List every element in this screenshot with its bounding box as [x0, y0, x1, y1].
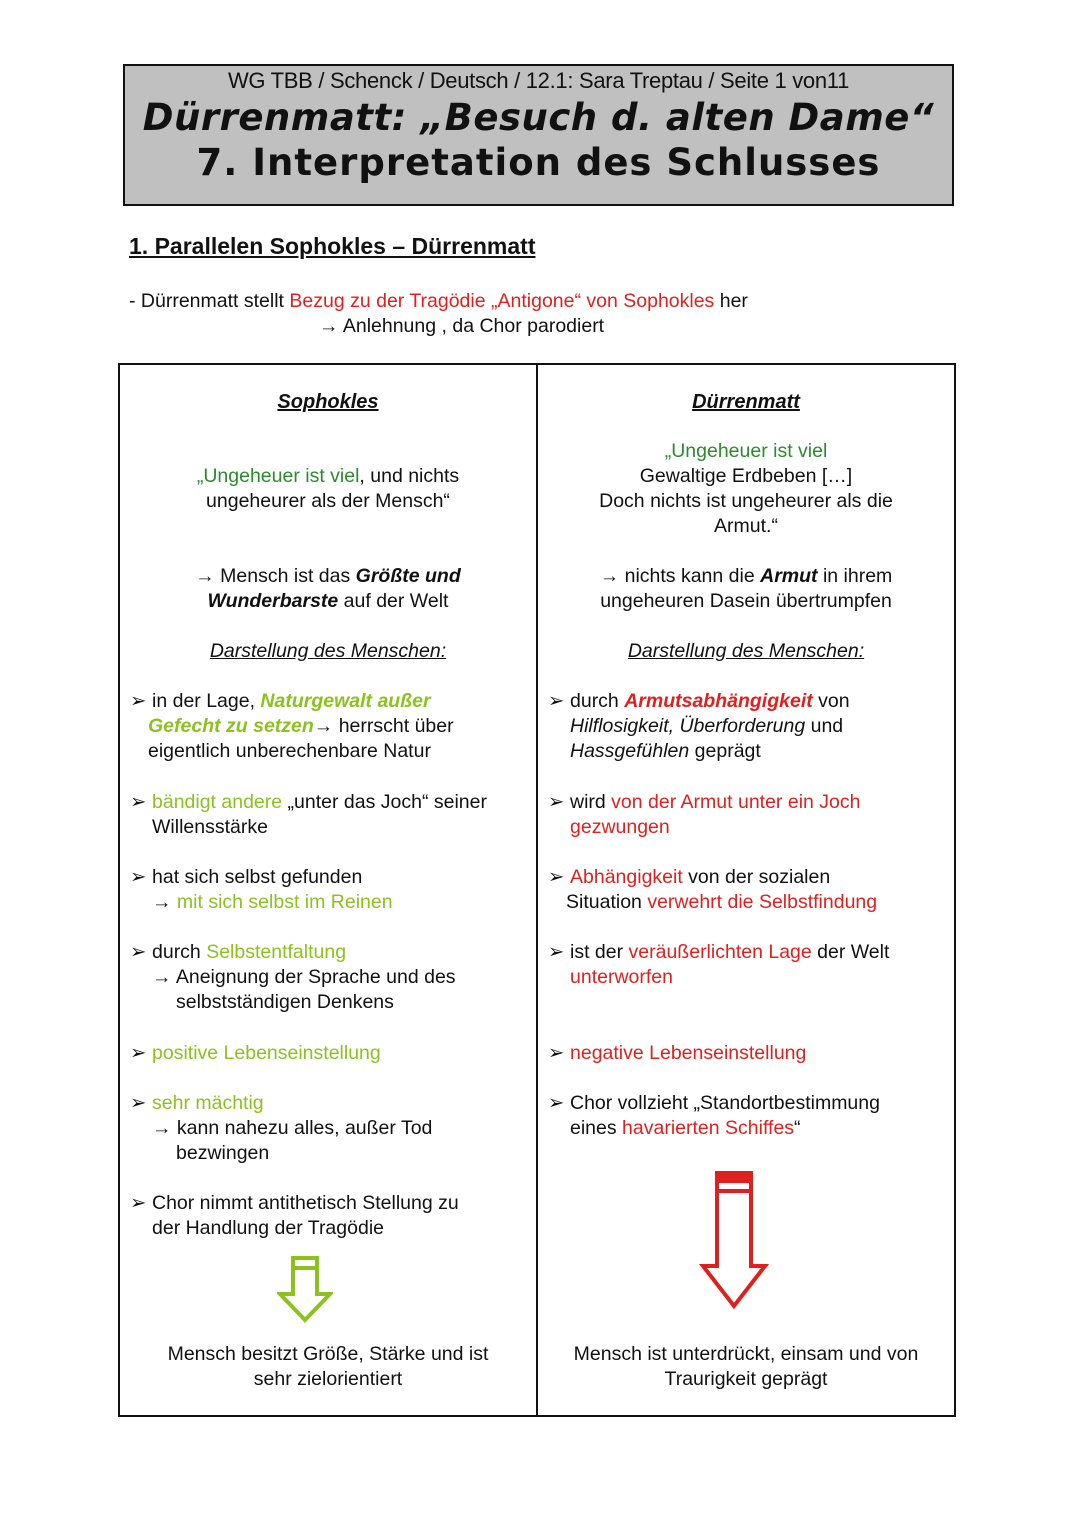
bullet-arrow-icon: ➢: [548, 1092, 565, 1114]
bullet-arrow-icon: ➢: [130, 1192, 147, 1214]
bullet-item: [130, 1191, 530, 1241]
column-duerrenmatt: [538, 363, 954, 1417]
bullet-text: Chor vollzieht „Standortbestimmung: [570, 1092, 880, 1114]
subheading-text: Darstellung des Menschen:: [209, 640, 447, 662]
result-sophokles: [120, 1342, 536, 1392]
bullet-text: →: [152, 891, 177, 913]
bullet-text: Willensstärke: [152, 816, 268, 838]
conclusion-part: auf der Welt: [338, 590, 449, 612]
bullet-highlight: positive Lebenseinstellung: [152, 1042, 381, 1064]
bullet-highlight: sehr mächtig: [152, 1092, 264, 1114]
bullet-item: [130, 865, 530, 915]
bullet-highlight: Selbstentfaltung: [206, 941, 347, 963]
bullet-text: bezwingen: [176, 1142, 270, 1164]
bullet-highlight: von der Armut unter ein Joch: [611, 791, 861, 813]
conclusion-part: in ihrem: [817, 565, 893, 587]
intro-text: [129, 289, 748, 339]
conclusion-part: Armut: [760, 565, 818, 587]
result-text: Mensch besitzt Größe, Stärke und ist: [167, 1343, 489, 1365]
quote-sophokles: [120, 464, 536, 514]
bullet-item: [548, 865, 948, 915]
conclusion-part: Größte und: [355, 565, 461, 587]
bullet-text: durch: [152, 941, 207, 963]
bullet-arrow-icon: ➢: [130, 791, 147, 813]
bullet-text: Hassgefühlen: [570, 740, 690, 762]
quote-part: Armut.“: [714, 515, 778, 537]
bullet-text: von: [812, 690, 850, 712]
conclusion-part: → nichts kann die: [599, 565, 761, 587]
bullet-highlight: gezwungen: [570, 816, 670, 838]
bullet-text: geprägt: [689, 740, 761, 762]
column-heading-duerrenmatt: Dürrenmatt: [692, 391, 800, 413]
quote-part: „Ungeheuer ist viel: [196, 465, 360, 487]
bullet-highlight: Armutsabhängigkeit: [624, 690, 813, 712]
bullet-arrow-icon: ➢: [130, 1042, 147, 1064]
document-title: Dürrenmatt: „Besuch d. alten Dame“: [142, 96, 935, 139]
conclusion-sophokles: [120, 564, 536, 614]
bullet-arrow-icon: ➢: [130, 941, 147, 963]
quote-part: ungeheurer als der Mensch“: [206, 490, 450, 512]
subheading-text: Darstellung des Menschen:: [627, 640, 865, 662]
bullet-text: „unter das Joch“ seiner: [282, 791, 487, 813]
bullet-text: selbstständigen Denkens: [176, 991, 394, 1013]
bullet-item: [130, 940, 530, 1015]
bullet-arrow-icon: ➢: [548, 690, 565, 712]
conclusion-part: → Mensch ist das: [195, 565, 356, 587]
bullet-text: in der Lage,: [152, 690, 261, 712]
bullet-text: und: [805, 715, 844, 737]
bullet-highlight: bändigt andere: [152, 791, 283, 813]
bullet-text: → herrscht über: [313, 715, 454, 737]
result-text: Traurigkeit geprägt: [664, 1368, 828, 1390]
result-text: Mensch ist unterdrückt, einsam und von: [573, 1343, 919, 1365]
bullet-arrow-icon: ➢: [130, 866, 147, 888]
bullet-item: [130, 689, 530, 764]
column-heading-sophokles: Sophokles: [277, 391, 379, 413]
bullet-highlight: Naturgewalt außer: [260, 690, 431, 712]
intro-highlight: Bezug zu der Tragödie „Antigone“ von Sophokles: [289, 290, 715, 312]
bullet-text: von der sozialen: [682, 866, 831, 888]
bullet-arrow-icon: ➢: [548, 791, 565, 813]
quote-part: Gewaltige Erdbeben […]: [639, 465, 853, 487]
quote-part: „Ungeheuer ist viel: [664, 440, 828, 462]
bullet-text: hat sich selbst gefunden: [152, 866, 363, 888]
document-subtitle: 7. Interpretation des Schlusses: [196, 141, 881, 184]
bullet-text: wird: [570, 791, 612, 813]
quote-part: Doch nichts ist ungeheurer als die: [599, 490, 893, 512]
bullet-text: durch: [570, 690, 625, 712]
bullet-text: “: [794, 1117, 801, 1139]
bullet-arrow-icon: ➢: [130, 1092, 147, 1114]
bullet-arrow-icon: ➢: [548, 1042, 565, 1064]
intro-text-a: - Dürrenmatt stellt: [129, 290, 290, 312]
bullet-text: eines: [570, 1117, 623, 1139]
bullet-highlight: Abhängigkeit: [570, 866, 683, 888]
green-down-arrow-icon: [277, 1256, 333, 1324]
bullet-item: [130, 790, 530, 840]
bullet-text: eigentlich unberechenbare Natur: [148, 740, 431, 762]
intro-line-1: [129, 289, 748, 314]
column-sophokles: [120, 363, 536, 1417]
bullet-item: [548, 1091, 948, 1141]
bullet-highlight: havarierten Schiffes: [622, 1117, 795, 1139]
bullet-item: [548, 790, 948, 840]
bullet-text: Chor nimmt antithetisch Stellung zu: [152, 1192, 459, 1214]
section-heading: 1. Parallelen Sophokles – Dürrenmatt: [129, 233, 536, 259]
conclusion-part: Wunderbarste: [207, 590, 339, 612]
bullet-arrow-icon: ➢: [548, 941, 565, 963]
quote-duerrenmatt: [538, 439, 954, 539]
conclusion-duerrenmatt: [538, 564, 954, 614]
red-down-arrow-icon: [699, 1170, 769, 1310]
subheading-duerrenmatt: [538, 639, 954, 664]
bullet-item: [548, 689, 948, 764]
bullet-text: Hilflosigkeit, Überforderung: [570, 715, 806, 737]
bullet-text: Situation: [566, 891, 648, 913]
bullet-highlight: veräußerlichten Lage: [628, 941, 812, 963]
bullet-highlight: unterworfen: [570, 966, 673, 988]
bullet-arrow-icon: ➢: [548, 866, 565, 888]
bullet-text: → Aneignung der Sprache und des: [152, 966, 456, 988]
bullet-highlight: mit sich selbst im Reinen: [176, 891, 393, 913]
result-duerrenmatt: [538, 1342, 954, 1392]
bullet-arrow-icon: ➢: [130, 690, 147, 712]
bullet-highlight: verwehrt die Selbstfindung: [647, 891, 878, 913]
bullet-highlight: Gefecht zu setzen: [148, 715, 314, 737]
header-box: [123, 64, 954, 206]
bullet-highlight: negative Lebenseinstellung: [570, 1042, 807, 1064]
bullet-text: → kann nahezu alles, außer Tod: [152, 1117, 433, 1139]
bullet-item: [130, 1041, 530, 1066]
bullet-item: [548, 1041, 948, 1066]
result-text: sehr zielorientiert: [253, 1368, 403, 1390]
bullet-item: [548, 940, 948, 990]
bullet-text: ist der: [570, 941, 629, 963]
bullet-text: der Welt: [811, 941, 890, 963]
subheading-sophokles: [120, 639, 536, 664]
bullet-text: der Handlung der Tragödie: [152, 1217, 384, 1239]
bullet-item: [130, 1091, 530, 1166]
document-meta: WG TBB / Schenck / Deutsch / 12.1: Sara Treptau / Seite 1 von11: [227, 68, 850, 93]
intro-text-c: her: [714, 290, 748, 312]
intro-line-2: → Anlehnung , da Chor parodiert: [319, 315, 605, 337]
quote-part: , und nichts: [359, 465, 460, 487]
conclusion-part: ungeheuren Dasein übertrumpfen: [600, 590, 892, 612]
